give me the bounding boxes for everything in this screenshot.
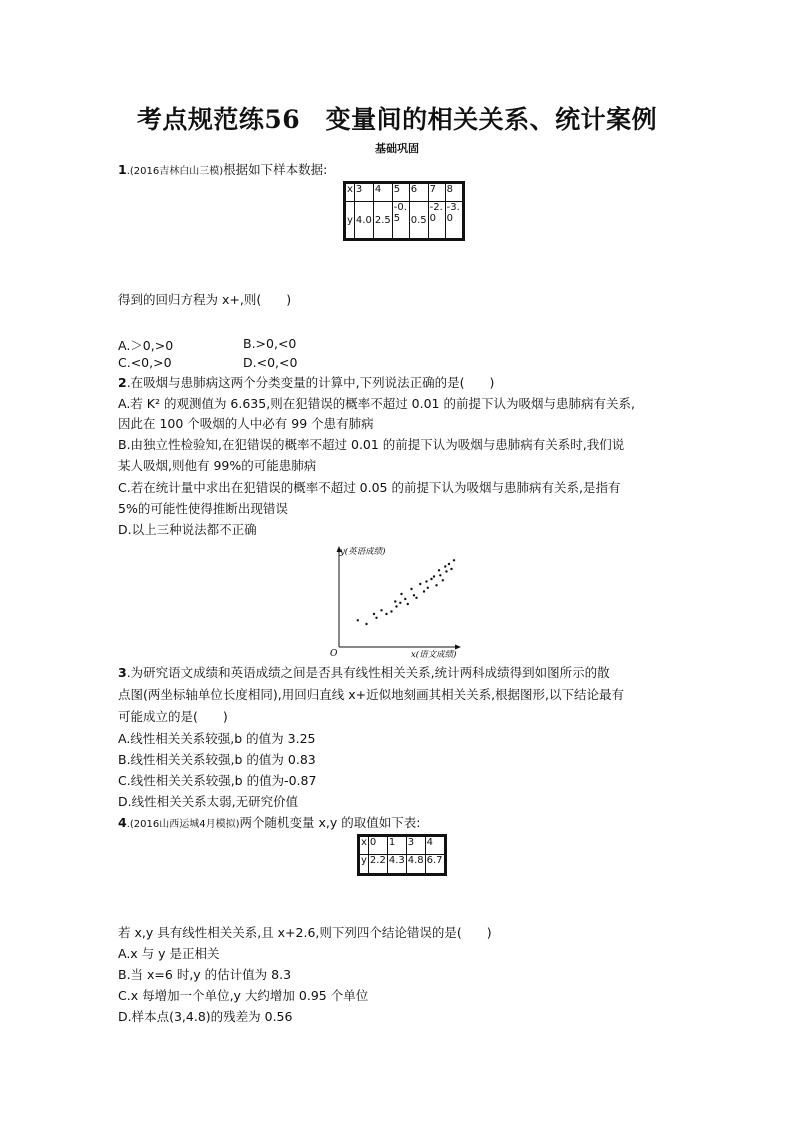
q4-data-table <box>357 834 447 876</box>
scatter-point <box>380 609 382 611</box>
q2-option-a-line2: 因此在 100 个吸烟的人中必有 99 个患有肺病 <box>118 416 374 431</box>
table-cell: 0 <box>368 836 387 855</box>
scatter-point <box>394 600 396 602</box>
y-axis-label: y(英语成绩) <box>340 547 386 557</box>
table-cell: 5 <box>392 183 409 202</box>
q3-option-b: B.线性相关关系较强,b 的值为 0.83 <box>118 752 316 767</box>
q3-stem-line1 <box>118 665 688 681</box>
scatter-point <box>407 603 409 605</box>
scatter-point <box>357 619 359 621</box>
table-cell: 0.5 <box>409 202 428 240</box>
scatter-point <box>450 568 452 570</box>
q4-option-d: D.样本点(3,4.8)的残差为 0.56 <box>118 1009 293 1024</box>
scatter-point <box>425 580 427 582</box>
q3-option-d: D.线性相关关系太弱,无研究价值 <box>118 794 299 809</box>
table-cell: x <box>345 183 355 202</box>
table-cell: 2.2 <box>368 855 387 875</box>
scatter-point <box>448 563 450 565</box>
scatter-point <box>373 613 375 615</box>
scatter-point <box>453 559 455 561</box>
table-cell: x <box>359 836 369 855</box>
q3-option-a: A.线性相关关系较强,b 的值为 3.25 <box>118 731 316 746</box>
q4-after: 若 x,y 具有线性相关关系,且 x+2.6,则下列四个结论错误的是( ) <box>118 925 492 940</box>
q1-source: .(2016吉林白山三模) <box>126 166 224 177</box>
table-cell: 3 <box>354 183 373 202</box>
q1-option-c: C.<0,>0 <box>118 355 172 370</box>
table-cell: 4.0 <box>354 202 373 240</box>
q1-data-table <box>343 181 465 241</box>
q4-number: 4 <box>118 815 127 830</box>
q2-option-c-line1: C.若在统计量中求出在犯错误的概率不超过 0.05 的前提下认为吸烟与患肺病有关系,是指有 <box>118 480 621 495</box>
q1-row-x <box>345 183 464 202</box>
table-cell: y <box>359 855 369 875</box>
q2-stem <box>118 375 688 391</box>
scatter-point <box>427 587 429 589</box>
scatter-point <box>375 617 377 619</box>
table-cell: y <box>345 202 355 240</box>
x-axis-arrow <box>455 645 461 650</box>
q3-stem-line2: 点图(两坐标轴单位长度相同),用回归直线 x+近似地刻画其相关关系,根据图形,以下结论最有 <box>118 687 625 702</box>
scatter-point <box>395 605 397 607</box>
q4-option-b: B.当 x=6 时,y 的估计值为 8.3 <box>118 967 292 982</box>
table-cell: 3 <box>406 836 425 855</box>
scatter-point <box>390 610 392 612</box>
q1-option-d: D.<0,<0 <box>243 355 298 370</box>
table-cell: 4.3 <box>387 855 406 875</box>
q3-option-c: C.线性相关关系较强,b 的值为-0.87 <box>118 773 317 788</box>
scatter-point <box>439 574 441 576</box>
scatter-point <box>435 584 437 586</box>
section-heading: 基础巩固 <box>375 142 419 155</box>
scatter-point <box>438 569 440 571</box>
table-cell: -0.5 <box>392 202 409 240</box>
scatter-point <box>445 570 447 572</box>
q2-stem-text: .在吸烟与患肺病这两个分类变量的计算中,下列说法正确的是( ) <box>126 375 495 390</box>
scatter-point <box>442 579 444 581</box>
q3-stem-text: .为研究语文成绩和英语成绩之间是否具有线性相关关系,统计两科成绩得到如图所示的散 <box>126 665 610 680</box>
table-cell: 4 <box>425 836 445 855</box>
q1-number: 1 <box>118 162 127 177</box>
scatter-point <box>399 602 401 604</box>
scatter-plot <box>326 543 476 661</box>
scatter-point <box>444 565 446 567</box>
table-cell: 7 <box>428 183 445 202</box>
scatter-point <box>404 598 406 600</box>
scatter-point <box>430 578 432 580</box>
table-cell: 4.8 <box>406 855 425 875</box>
q1-stem <box>118 162 688 180</box>
scatter-point <box>413 594 415 596</box>
q1-stem-text: 根据如下样本数据: <box>223 162 328 177</box>
scatter-point <box>410 588 412 590</box>
q1-after: 得到的回归方程为 x+,则( ) <box>118 292 292 307</box>
q2-number: 2 <box>118 375 127 390</box>
q2-option-c-line2: 5%的可能性使得推断出现错误 <box>118 501 288 516</box>
q4-option-a: A.x 与 y 是正相关 <box>118 946 220 961</box>
q2-option-a-line1: A.若 K² 的观测值为 6.635,则在犯错误的概率不超过 0.01 的前提下认为吸烟与患肺病有关系, <box>118 396 635 411</box>
page-title: 考点规范练56 变量间的相关关系、统计案例 <box>136 105 658 134</box>
table-cell: 4 <box>373 183 392 202</box>
origin-label: O <box>330 649 338 659</box>
q3-number: 3 <box>118 665 127 680</box>
q4-row-x <box>359 836 446 855</box>
q4-row-y <box>359 855 446 875</box>
scatter-points <box>357 559 456 625</box>
table-cell: 2.5 <box>373 202 392 240</box>
scatter-point <box>423 590 425 592</box>
table-cell: 6.7 <box>425 855 445 875</box>
q2-option-b-line2: 某人吸烟,则他有 99%的可能患肺病 <box>118 458 317 473</box>
q4-source: .(2016山西运城4月模拟) <box>126 819 240 830</box>
table-cell: -3.0 <box>445 202 463 240</box>
q4-option-c: C.x 每增加一个单位,y 大约增加 0.95 个单位 <box>118 988 369 1003</box>
scatter-point <box>400 593 402 595</box>
q1-option-b: B.>0,<0 <box>243 336 297 351</box>
q4-stem-text: 两个随机变量 x,y 的取值如下表: <box>239 815 421 830</box>
scatter-point <box>419 583 421 585</box>
scatter-point <box>415 597 417 599</box>
table-cell: 8 <box>445 183 463 202</box>
table-cell: 1 <box>387 836 406 855</box>
q1-row-y <box>345 202 464 240</box>
q2-option-b-line1: B.由独立性检验知,在犯错误的概率不超过 0.01 的前提下认为吸烟与患肺病有关系时,我们说 <box>118 437 625 452</box>
scatter-point <box>365 623 367 625</box>
scatter-point <box>385 613 387 615</box>
q3-stem-line3: 可能成立的是( ) <box>118 709 228 724</box>
q4-stem <box>118 815 688 833</box>
q2-option-d: D.以上三种说法都不正确 <box>118 522 257 537</box>
scatter-point <box>433 575 435 577</box>
table-cell: 6 <box>409 183 428 202</box>
q1-option-a: A.＞0,>0 <box>118 338 174 353</box>
x-axis-label: x(语文成绩) <box>411 650 457 660</box>
table-cell: -2.0 <box>428 202 445 240</box>
